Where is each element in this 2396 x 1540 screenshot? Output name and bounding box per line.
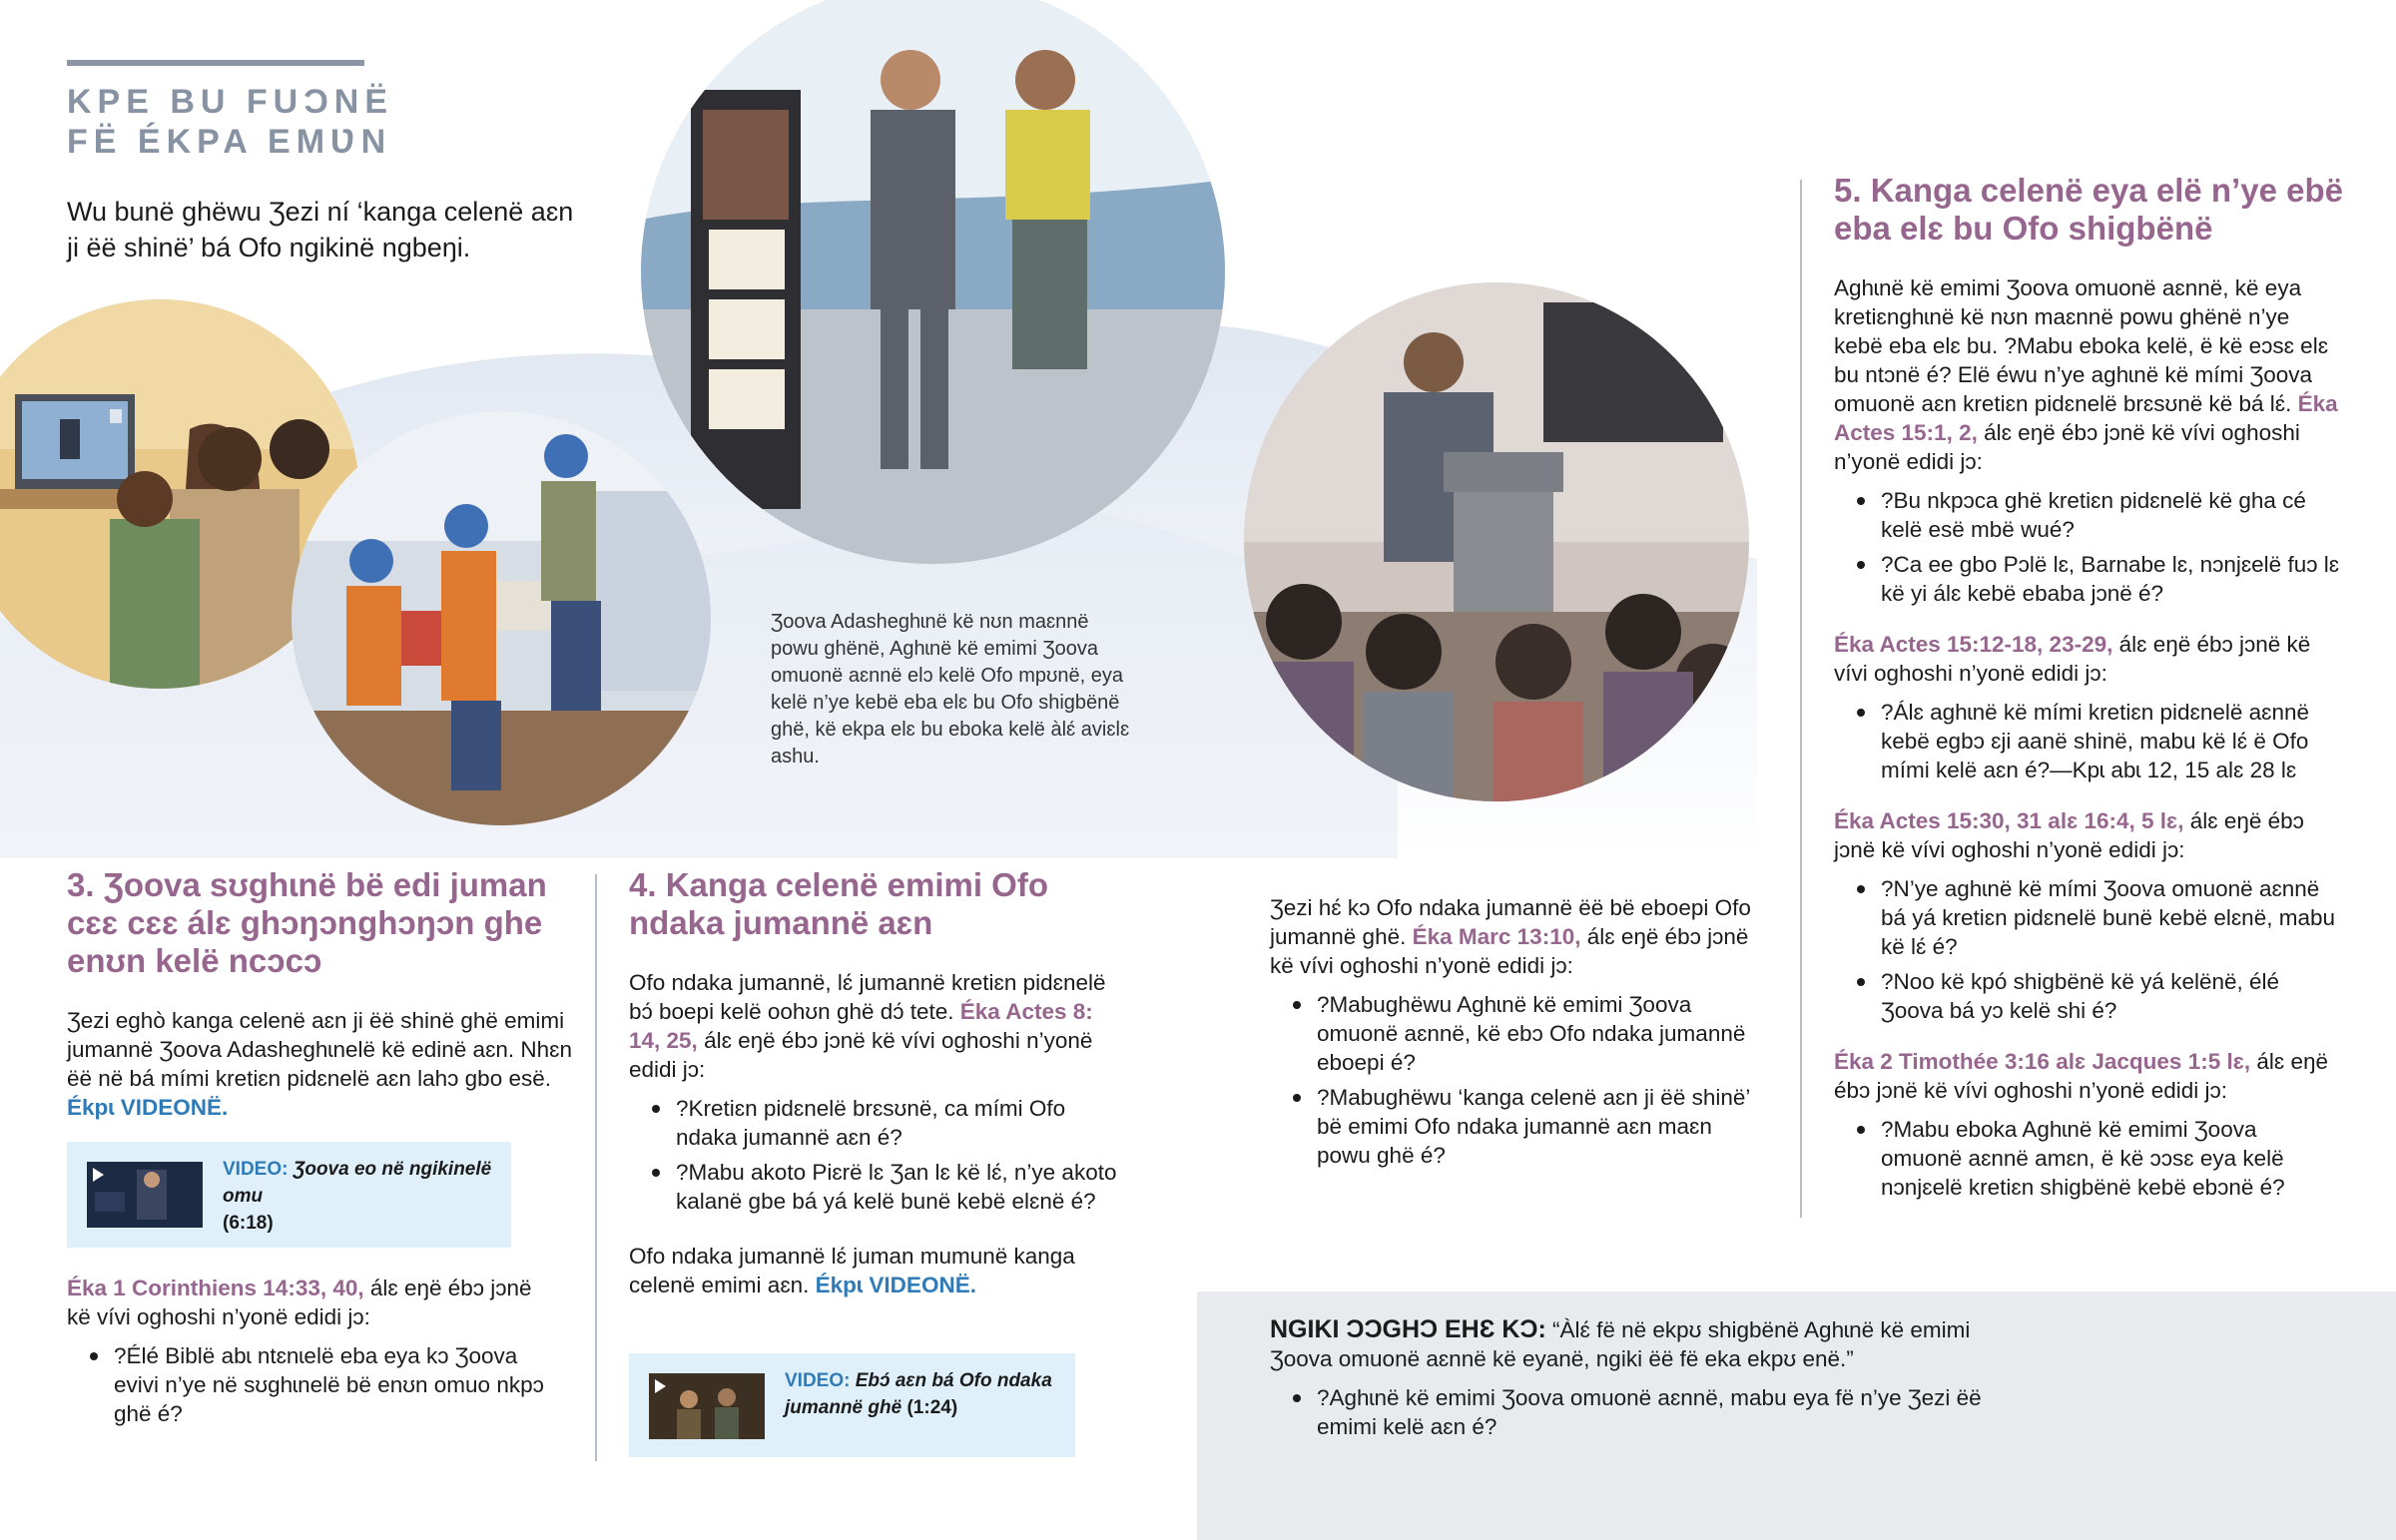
section-5-question-list-3 <box>1834 874 2343 1025</box>
column-divider-2 <box>1800 180 1802 1218</box>
section-ministry <box>1270 893 1769 1176</box>
question-item: ?Álɛ aghɩnë kë mími kretiɛn pidɛnelë aɛnnë kebë egbɔ ɛji aanë shinë, mabu kë lɛ́ ë Ofo mími kelë aɛn é?—Kpɩ abɩ 12, 15 alɛ 28 lɛ <box>1834 698 2343 784</box>
section-5-title: 5. Kanga celenë eya elë n’ye ebë eba elɛ bu Ofo shigbënë <box>1834 172 2343 247</box>
section-5-body-text: Aghɩnë kë emimi Ʒoova omuonë aɛnnë, kë eya kretiɛnghɩnë kë nʊn maɛnnë powu ghënë n’ye kebë eba elɛ bu. ?Mabu eboka kelë, ë kë eɔsɛ elɛ bu ntɔnë é? Elë éwu n’ye aghɩnë kë mími Ʒoova omuonë aɛn kretiɛn pidɛnelë brɛsʊnë kë bá lɛ́. <box>1834 275 2329 416</box>
section-5-ref-2[interactable]: Éka Actes 15:12-18, 23-29, <box>1834 632 2113 657</box>
section-5-ref-2-line <box>1834 630 2343 688</box>
section-4-ref-tail: álɛ eŋë ébɔ jɔnë kë vívi oghoshi n’yonë edidi jɔ: <box>629 1028 1093 1082</box>
section-5-body <box>1834 273 2343 476</box>
relief-workers-illustration <box>292 411 711 825</box>
section-3-title: 3. Ʒoova sʊghɩnë bë edi juman cɛɛ cɛɛ álɛ ghɔŋɔnghɔŋɔn ghe enʊn kelë ncɔcɔ <box>67 866 547 979</box>
section-4-video-link[interactable]: Ékpɩ VIDEONË. <box>815 1273 976 1297</box>
section-5-ref-3-line <box>1834 806 2343 864</box>
section-4-video-text <box>785 1367 1075 1421</box>
section-4-question-list <box>629 1094 1128 1216</box>
section-ministry-body <box>1270 893 1769 980</box>
section-ministry-body-text: Ʒezi hɛ́ kɔ Ofo ndaka jumannë ëë bë eboepi Ofo jumannë ghë. <box>1270 895 1751 949</box>
play-icon <box>93 1168 104 1182</box>
section-ministry-ref[interactable]: Éka Marc 13:10, <box>1412 924 1581 949</box>
section-4-body <box>629 968 1128 1084</box>
section-5-ref-1-tail: álɛ eŋë ébɔ jɔnë kë vívi oghoshi n’yonë edidi jɔ: <box>1834 420 2300 474</box>
section-5-question-list-1 <box>1834 486 2343 608</box>
section-4-video-duration: (1:24) <box>906 1397 958 1418</box>
section-3-video-card[interactable] <box>67 1142 511 1248</box>
section-5-ref-2-tail: álɛ eŋë ébɔ jɔnë kë vívi oghoshi n’yonë edidi jɔ: <box>1834 632 2311 686</box>
section-5-ref-3[interactable]: Éka Actes 15:30, 31 alɛ 16:4, 5 lɛ, <box>1834 808 2184 833</box>
intro-text: Wu bunë ghëwu Ʒezi ní ‘kanga celenë aɛn ji ëë shinë’ bá Ofo ngikinë ngbeŋi. <box>67 197 574 262</box>
question-item: ?Mabughëwu ‘kanga celenë aɛn ji ëë shinë’ bë emimi Ofo ndaka jumannë aɛn maɛn powu ghë é? <box>1270 1083 1769 1170</box>
question-item: ?Ca ee gbo Pɔlë lɛ, Barnabe lɛ, nɔnjɛelë fuɔ lɛ kë yi álɛ kebë ebaba jɔnë é? <box>1834 550 2343 608</box>
summary-quote: “Àlɛ́ fë në ekpʊ shigbënë Aghɩnë kë emimi Ʒoova omuonë aɛnnë kë eyanë, ngiki ëë fë eka ekpʊ enë.” <box>1270 1317 1971 1371</box>
section-5 <box>1834 172 2343 1208</box>
section-3-questions <box>67 1274 556 1434</box>
kicker-line-2: FË ÉKPA EMƲN <box>67 123 392 161</box>
play-icon <box>655 1379 666 1393</box>
kicker-line-1: KPE BU FUƆNË <box>67 83 394 121</box>
section-3-video-link[interactable]: Ékpɩ VIDEONË. <box>67 1095 229 1120</box>
question-item: ?N’ye aghɩnë kë mími Ʒoova omuonë aɛnnë bá yá kretiɛn pidɛnelë bunë kebë elɛnë, mabu kë lɛ́ é? <box>1834 874 2343 961</box>
section-3-ref-line <box>67 1274 556 1331</box>
illustration-caption: Ʒoova Adasheghɩnë kë nʊn maɛnnë powu ghënë, Aghɩnë kë emimi Ʒoova omuonë aɛnnë elɔ kelë Ofo mpʊnë, eya kelë n’ye kebë eba elɛ bu Ofo shigbënë ghë, kë ekpa elɛ bu eboka kelë àlɛ́ aviɛlɛ ashu. <box>771 611 1130 768</box>
section-4-video-title: Ebɔ́ aɛn bá Ofo ndaka jumannë ghë <box>785 1370 1052 1418</box>
column-divider-1 <box>595 874 597 1461</box>
section-5-question-list-2 <box>1834 698 2343 784</box>
section-ministry-question-list <box>1270 990 1769 1170</box>
section-4-ref[interactable]: Éka Actes 8: 14, 25, <box>629 999 1093 1053</box>
question-item: ?Kretiɛn pidɛnelë brɛsʊnë, ca mími Ofo ndaka jumannë aɛn é? <box>629 1094 1128 1152</box>
section-3-body <box>67 1006 576 1122</box>
section-ministry-ref-tail: álɛ eŋë ébɔ jɔnë kë vívi oghoshi n’yonë edidi jɔ: <box>1270 924 1749 978</box>
section-3-body-text: Ʒezi eghò kanga celenë aɛn ji ëë shinë ghë emimi jumannë Ʒoova Adasheghɩnelë kë edinë aɛn. Nhɛn ëë në bá mími kretiɛn pidɛnelë aɛn lahɔ gbo esë. <box>67 1008 572 1091</box>
section-4-body-2 <box>629 1242 1128 1299</box>
section-3-video-title: Ʒoova eo në ngikinelë omu <box>223 1159 492 1207</box>
section-4-body-text: Ofo ndaka jumannë, lɛ́ jumannë kretiɛn pidɛnelë bɔ́ boepi kelë oohʊn ghë dɔ́ tete. <box>629 970 1106 1024</box>
section-5-ref-4[interactable]: Éka 2 Timothée 3:16 alɛ Jacques 1:5 lɛ, <box>1834 1049 2251 1074</box>
question-item: ?Élé Biblë abɩ ntɛnɩelë eba eya kɔ Ʒoova evivi n’ye në sʊghɩnelë bë enʊn omuo nkpɔ ghë é? <box>67 1341 556 1428</box>
summary-lead: NGIKI ƆƆGHƆ EHƐ KƆ: <box>1270 1315 1546 1343</box>
section-3-video-duration: (6:18) <box>223 1213 274 1234</box>
speaker-at-podium-illustration <box>1244 282 1749 801</box>
section-5-ref-1[interactable]: Éka Actes 15:1, 2, <box>1834 391 2338 445</box>
section-4-video-card[interactable] <box>629 1353 1075 1457</box>
section-4-body-2-text: Ofo ndaka jumannë lɛ́ juman mumunë kanga celenë emimi aɛn. <box>629 1244 1075 1297</box>
summary-box-content <box>1270 1315 2009 1447</box>
summary-text <box>1270 1315 2009 1373</box>
section-5-ref-4-tail: álɛ eŋë ébɔ jɔnë kë vívi oghoshi n’yonë edidi jɔ: <box>1834 1049 2329 1103</box>
question-item: ?Aghɩnë kë emimi Ʒoova omuonë aɛnnë, mabu eya fë n’ye Ʒezi ëë emimi kelë aɛn é? <box>1270 1383 2009 1441</box>
section-5-question-list-4 <box>1834 1115 2343 1202</box>
section-3 <box>67 866 576 1122</box>
section-3-video-thumbnail[interactable] <box>87 1162 203 1228</box>
section-3-ref-tail: álɛ eŋë ébɔ jɔnë kë vívi oghoshi n’yonë edidi jɔ: <box>67 1276 532 1329</box>
summary-question-list <box>1270 1383 2009 1441</box>
question-item: ?Noo kë kpó shigbënë kë yá kelënë, élé Ʒoova bá yɔ kelë shi é? <box>1834 967 2343 1025</box>
video-label: VIDEO: <box>223 1159 289 1180</box>
section-3-ref[interactable]: Éka 1 Corinthiens 14:33, 40, <box>67 1276 364 1300</box>
section-4-title: 4. Kanga celenë emimi Ofo ndaka jumannë aɛn <box>629 866 1048 941</box>
kicker-heading <box>67 82 406 162</box>
section-4-video-thumbnail[interactable] <box>649 1373 765 1439</box>
question-item: ?Mabughëwu Aghɩnë kë emimi Ʒoova omuonë aɛnnë, kë ebɔ Ofo ndaka jumannë eboepi é? <box>1270 990 1769 1077</box>
header-rule <box>67 60 364 66</box>
section-5-ref-4-line <box>1834 1047 2343 1105</box>
section-3-question-list <box>67 1341 556 1428</box>
couple-with-literature-cart-illustration <box>641 0 1225 564</box>
section-4 <box>629 866 1128 1299</box>
video-label: VIDEO: <box>785 1370 851 1391</box>
section-5-ref-3-tail: álɛ eŋë ébɔ jɔnë kë vívi oghoshi n’yonë edidi jɔ: <box>1834 808 2304 862</box>
question-item: ?Mabu eboka Aghɩnë kë emimi Ʒoova omuonë aɛnnë amɛn, ë kë ɔɔsɛ eya kelë nɔnjɛelë kretiɛn shigbënë kebë ebɔnë é? <box>1834 1115 2343 1202</box>
question-item: ?Bu nkpɔca ghë kretiɛn pidɛnelë kë gha cé kelë esë mbë wué? <box>1834 486 2343 544</box>
question-item: ?Mabu akoto Piɛrë lɛ Ʒan lɛ kë lɛ́, n’ye akoto kalanë gbe bá yá kelë bunë kebë elɛnë é? <box>629 1158 1128 1216</box>
section-3-video-text <box>223 1156 511 1237</box>
